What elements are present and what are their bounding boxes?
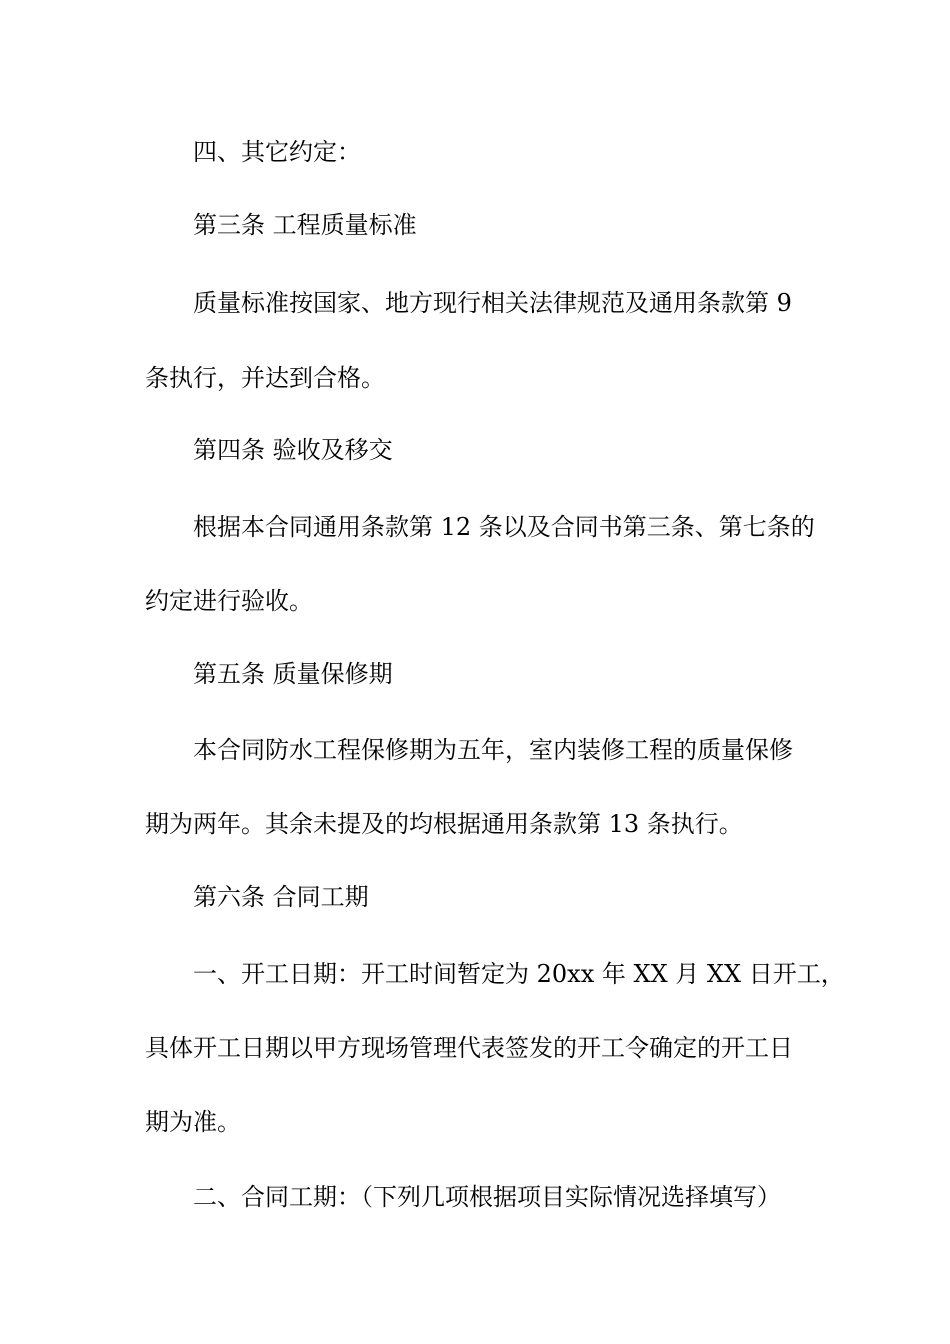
article-3-heading: 第三条 工程质量标准: [193, 211, 417, 239]
article-4-paragraph-line: 根据本合同通用条款第 12 条以及合同书第三条、第七条的: [193, 513, 815, 541]
article-3-paragraph-line: 条执行，并达到合格。: [145, 364, 385, 392]
article-4-paragraph-line: 约定进行验收。: [145, 587, 313, 615]
article-6-heading: 第六条 合同工期: [193, 883, 369, 911]
article-5-paragraph-line: 期为两年。其余未提及的均根据通用条款第 13 条执行。: [145, 810, 743, 838]
article-3-paragraph-line: 质量标准按国家、地方现行相关法律规范及通用条款第 9: [193, 289, 792, 317]
article-6-paragraph-line: 期为准。: [145, 1108, 241, 1136]
article-4-heading: 第四条 验收及移交: [193, 436, 393, 464]
article-6-paragraph-line: 具体开工日期以甲方现场管理代表签发的开工令确定的开工日: [145, 1034, 793, 1062]
section-heading-other-terms: 四、其它约定：: [193, 138, 361, 166]
article-6-subheading: 二、合同工期：（下列几项根据项目实际情况选择填写）: [193, 1183, 781, 1211]
article-6-paragraph-line: 一、开工日期：开工时间暂定为 20xx 年 XX 月 XX 日开工，: [193, 960, 845, 988]
article-5-paragraph-line: 本合同防水工程保修期为五年，室内装修工程的质量保修: [193, 736, 793, 764]
article-5-heading: 第五条 质量保修期: [193, 660, 393, 688]
